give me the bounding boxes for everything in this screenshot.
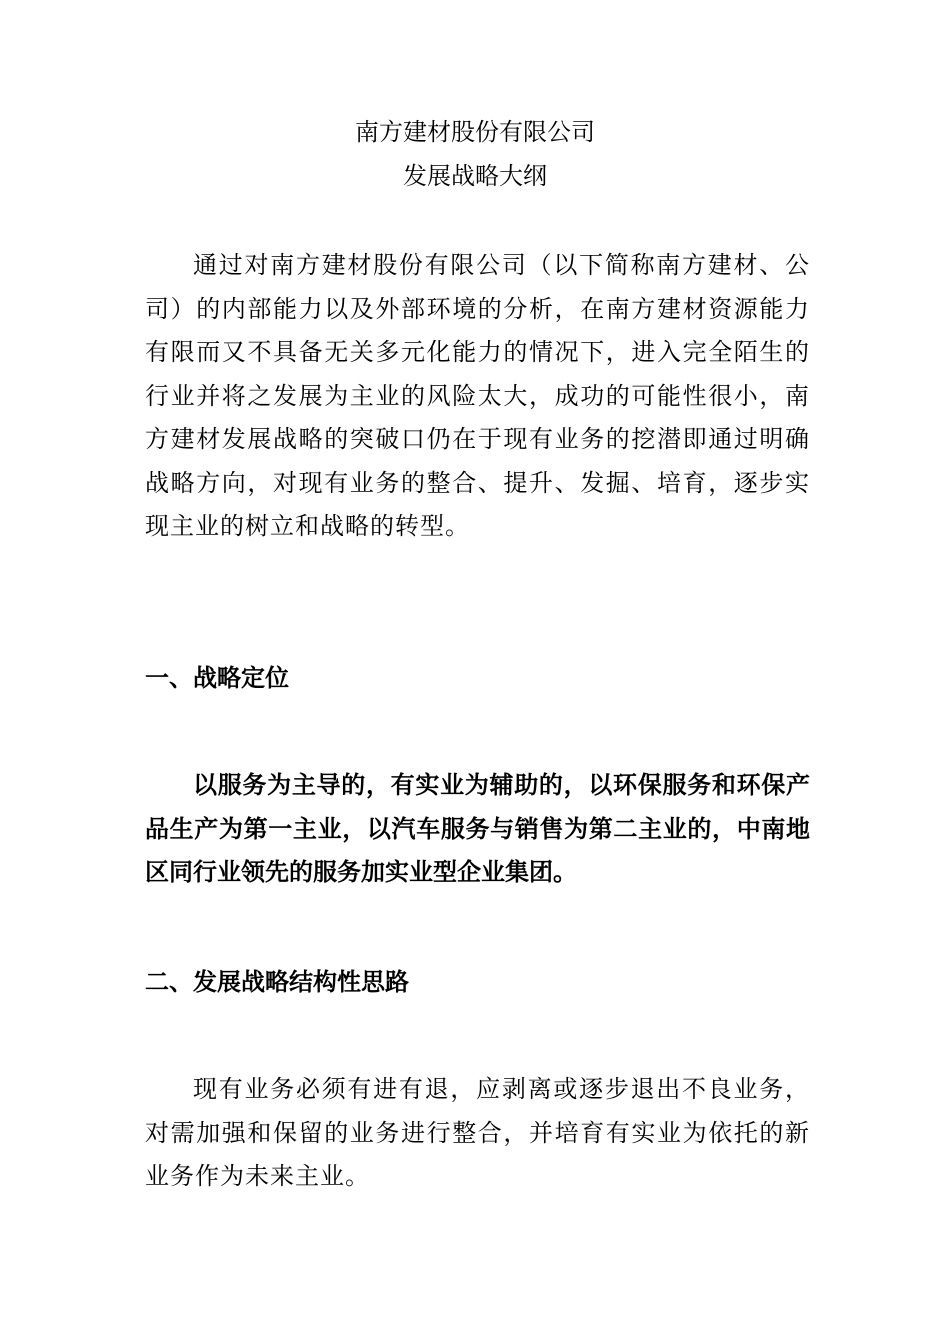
document-title: 南方建材股份有限公司 — [355, 118, 595, 146]
document-subtitle: 发展战略大纲 — [403, 162, 547, 190]
section-heading-structural-approach: 二、发展战略结构性思路 — [145, 968, 409, 996]
intro-paragraph: 通过对南方建材股份有限公司（以下简称南方建材、公司）的内部能力以及外部环境的分析，在南方建材资源能力有限而又不具备无关多元化能力的情况下，进入完全陌生的行业并将之发展为主业的风险太大，成功的可能性很小，南方建材发展战略的突破口仍在于现有业务的挖潜即通过明确战略方向，对现有业务的整合、提升、发掘、培育，逐步实现主业的树立和战略的转型。 — [145, 251, 810, 540]
structural-approach-paragraph: 现有业务必须有进有退，应剥离或逐步退出不良业务，对需加强和保留的业务进行整合，并培育有实业为依托的新业务作为未来主业。 — [145, 1075, 810, 1190]
section-heading-strategic-positioning: 一、战略定位 — [145, 664, 289, 692]
strategic-positioning-paragraph: 以服务为主导的，有实业为辅助的，以环保服务和环保产品生产为第一主业，以汽车服务与销售为第二主业的，中南地区同行业领先的服务加实业型企业集团。 — [145, 771, 810, 886]
